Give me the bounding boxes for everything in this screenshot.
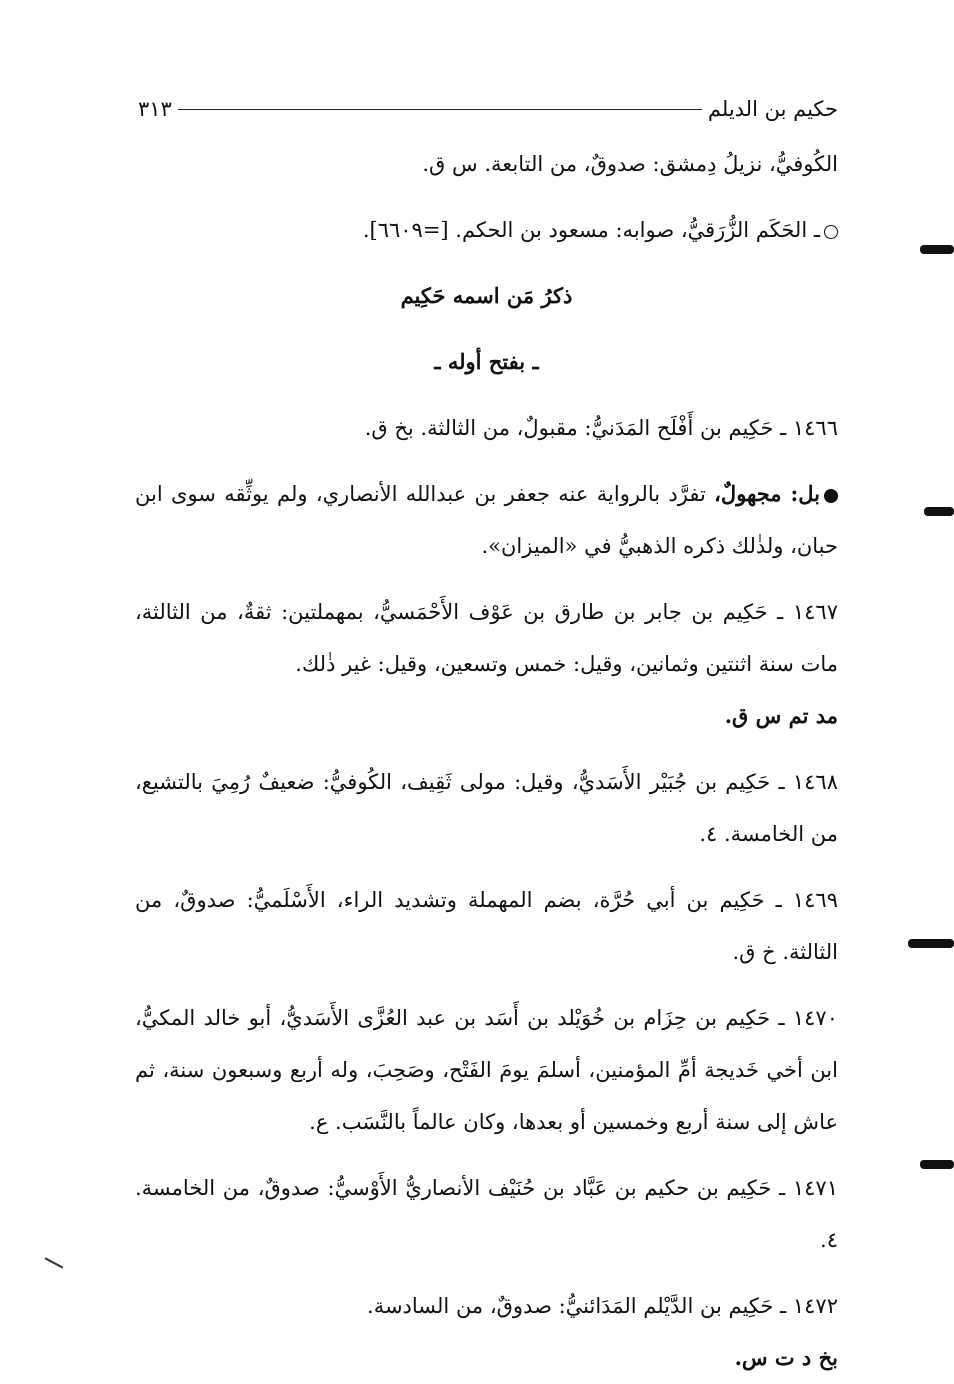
note-text: تفرَّد بالرواية عنه جعفر بن عبدالله الأنصاري، ولم يوثِّقه سوى ابن حبان، ولذٰلك ذكره الذهبيُّ في «الميزان». xyxy=(135,482,838,558)
scan-artifact xyxy=(924,507,954,516)
section-heading: ذكرُ مَن اسمه حَكِيم xyxy=(400,283,573,308)
circle-marker-icon xyxy=(824,225,838,239)
bullet-icon xyxy=(824,489,838,503)
scan-artifact xyxy=(908,939,954,948)
section-subheading: ـ بفتح أوله ـ xyxy=(434,349,539,374)
scan-artifact xyxy=(45,1257,64,1268)
entry-1470: ١٤٧٠ ـ حَكِيم بن حِزَام بن خُوَيْلد بن أَسَد بن عبد العُزَّى الأَسَديُّ، أبو خالد المكيُّ، ابن أخي خَديجة أمِّ المؤمنين، أسلمَ يومَ الفَتْح، وصَحِبَ، وله أربع وسبعون سنة، ثم عاش إلى سنة أربع وخمسين أو بعدها، وكان عالماً بالنَّسَب. ع. xyxy=(135,1006,838,1134)
cross-reference-text: ـ الحَكَم الزُّرَقيُّ، صوابه: مسعود بن الحكم. [=٦٦٠٩]. xyxy=(362,218,820,242)
editor-note xyxy=(135,468,838,572)
entry-1471: ١٤٧١ ـ حَكِيم بن حكيم بن عَبَّاد بن حُنَيْف الأنصاريُّ الأَوْسيُّ: صدوقٌ، من الخامسة. ٤. xyxy=(135,1176,838,1252)
entry-1468: ١٤٦٨ ـ حَكِيم بن جُبَيْر الأَسَديُّ، وقيل: مولى ثَقِيف، الكُوفيُّ: ضعيفٌ رُمِيَ بالتشيع، من الخامسة. ٤. xyxy=(135,770,838,846)
scan-artifact xyxy=(920,1160,954,1169)
header-rule xyxy=(178,109,702,110)
entry-1467: ١٤٦٧ ـ حَكِيم بن جابر بن طارق بن عَوْف الأَحْمَسيُّ، بمهملتين: ثقةٌ، من الثالثة، مات سنة اثنتين وثمانين، وقيل: خمس وتسعين، وقيل: غير ذٰلك. xyxy=(135,600,838,676)
entry-1472-codes: بخ د ت س. xyxy=(734,1345,838,1370)
page-number: ٣١٣ xyxy=(138,97,172,121)
entry-1469: ١٤٦٩ ـ حَكِيم بن أبي حُرَّة، بضم المهملة وتشديد الراء، الأَسْلَميُّ: صدوقٌ، من الثالثة. خ ق. xyxy=(135,888,838,964)
running-header-title: حكيم بن الديلم xyxy=(707,97,838,121)
note-label: بل: مجهولٌ، xyxy=(714,481,820,506)
page-body xyxy=(135,138,838,1384)
running-header xyxy=(138,92,838,126)
entry-1466: ١٤٦٦ ـ حَكِيم بن أَفْلَح المَدَنيُّ: مقبولٌ، من الثالثة. بخ ق. xyxy=(364,416,838,440)
cross-reference-entry xyxy=(135,204,838,256)
entry-1467-codes: مد تم س ق. xyxy=(724,703,838,728)
scan-artifact xyxy=(920,245,954,254)
entry-1472: ١٤٧٢ ـ حَكِيم بن الدَّيْلم المَدَائنيُّ: صدوقٌ، من السادسة. xyxy=(367,1294,838,1318)
line-continuation: الكُوفيُّ، نزيلُ دِمشق: صدوقٌ، من التابعة. س ق. xyxy=(422,152,838,176)
